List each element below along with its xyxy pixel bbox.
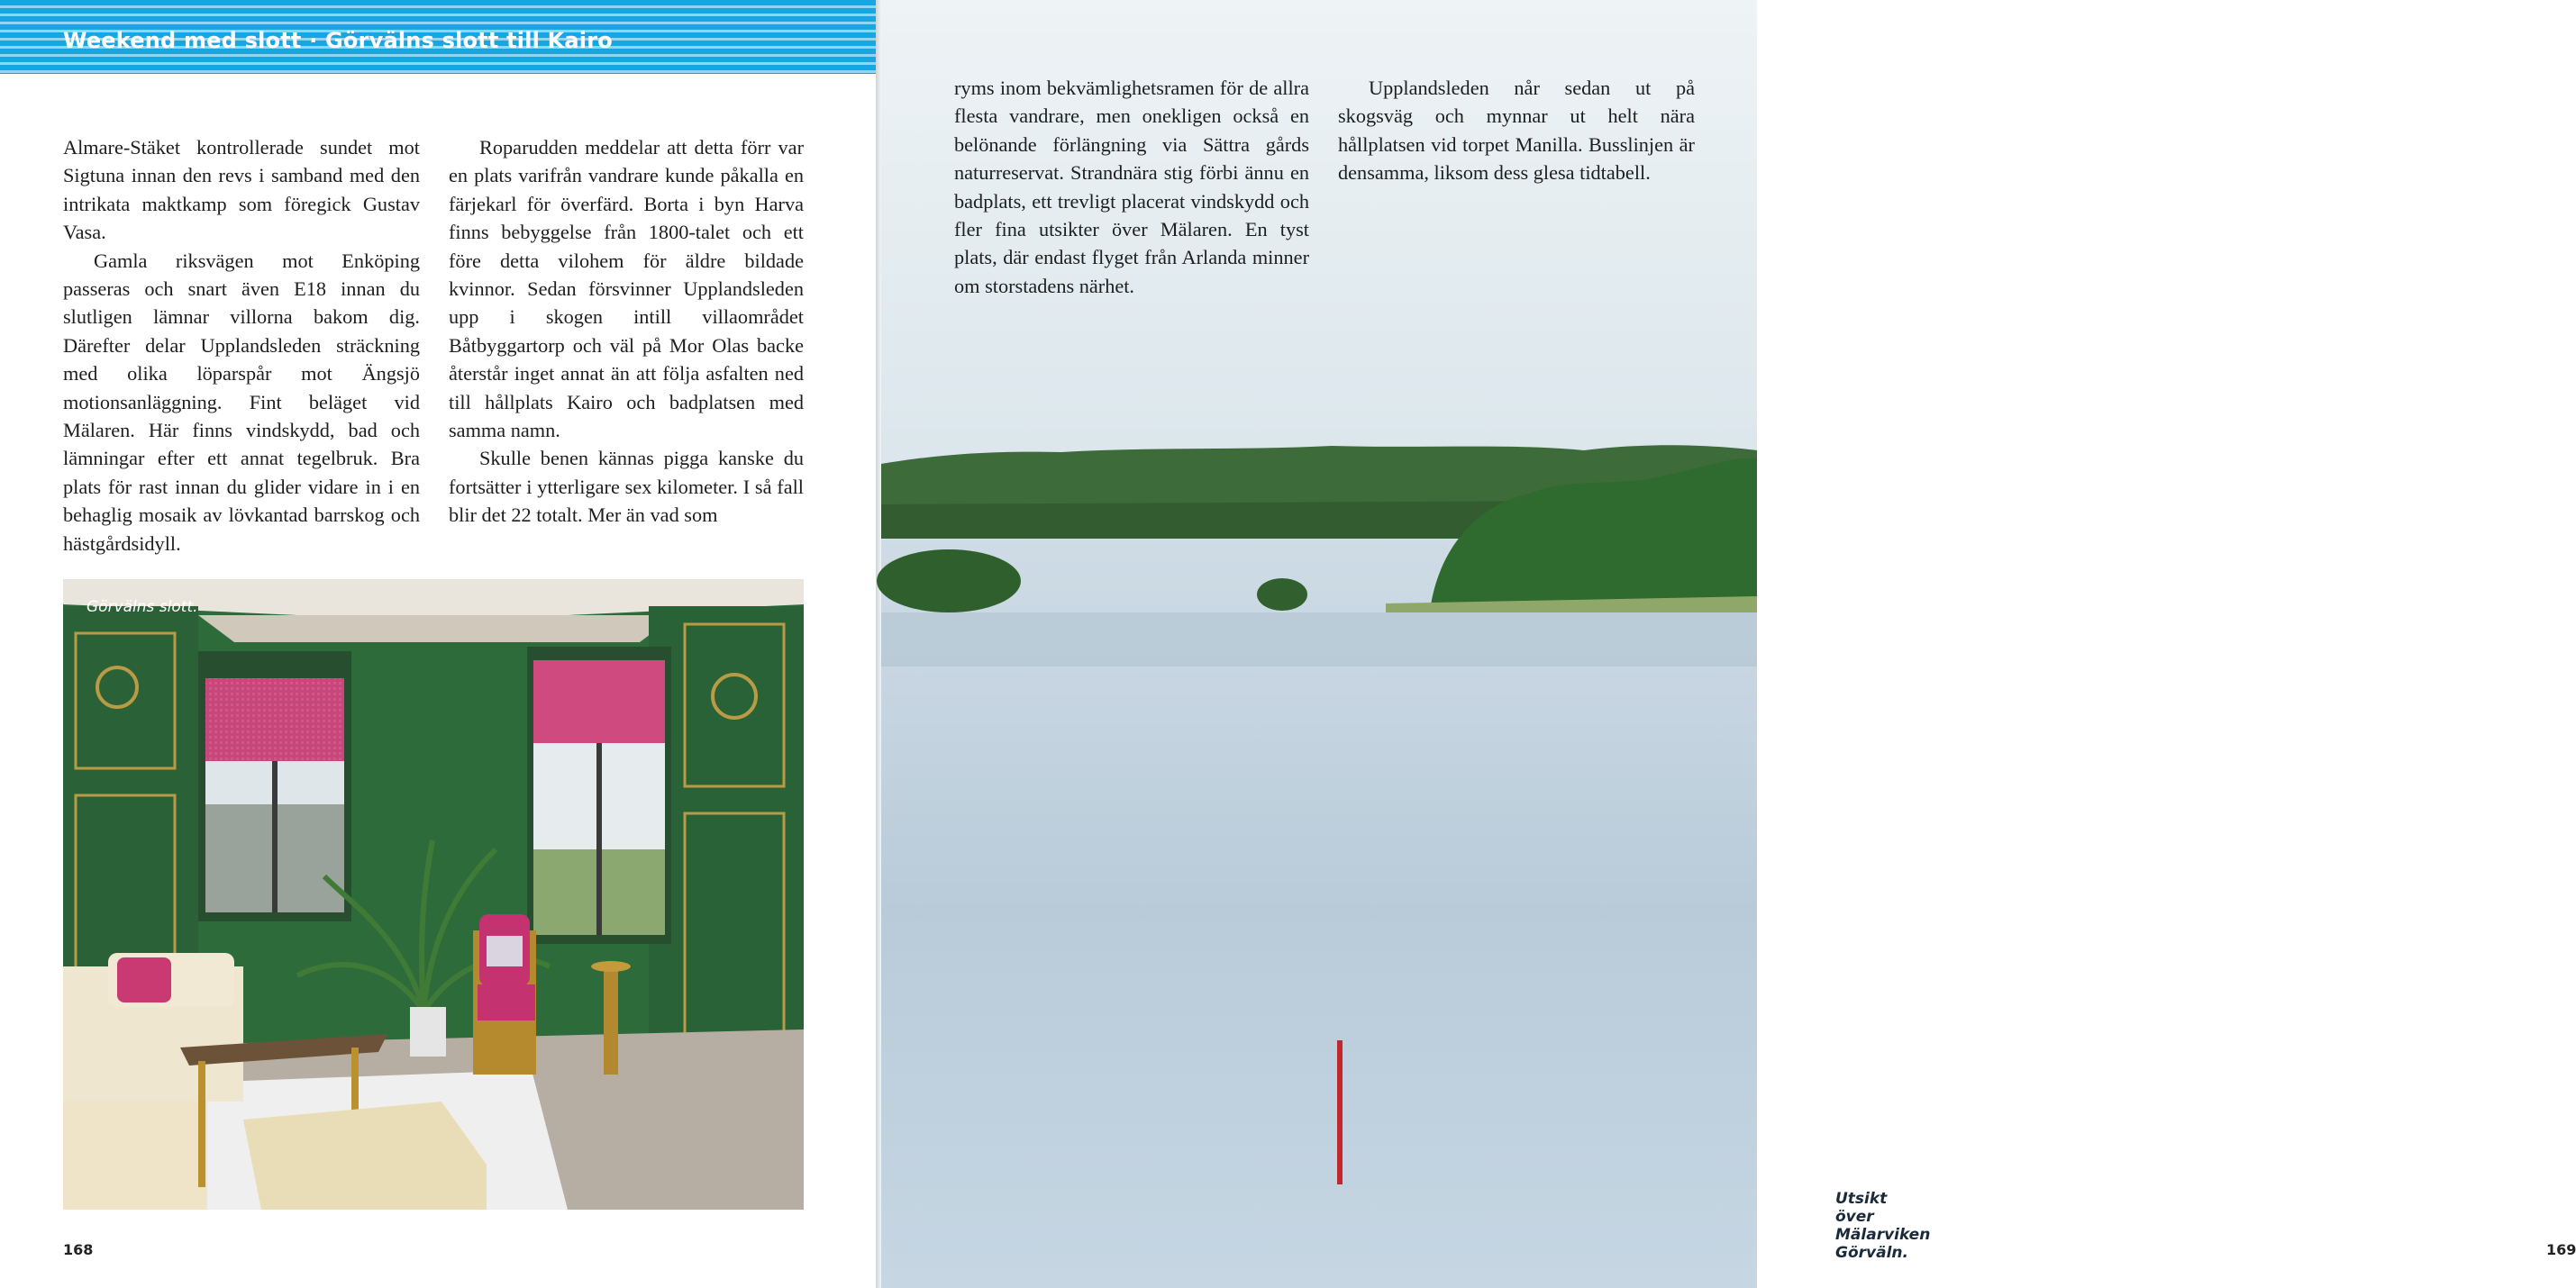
- photo-caption: Utsikt över Mälarviken Görväln.: [1835, 1190, 1931, 1262]
- interior-photo: [63, 579, 804, 1210]
- paragraph: ryms inom bekvämlighetsramen för de allra flesta vandrare, men onekligen också en belönande förlängning via Sättra gårds naturreservat. Strandnära stig förbi ännu en badplats, ett trevligt placerat vindskydd och fler fina utsikter över Mälaren. En tyst plats, där endast flyget från Arlanda minner om storstadens närhet.: [954, 77, 1309, 297]
- page-number: 169: [2546, 1241, 2576, 1258]
- paragraph: Gamla riksvägen mot Enköping passeras och snart även E18 innan du slutligen lämnar villorna bakom dig. Därefter delar Upplandsleden sträckning med olika löparspår mot Ängsjö motionsanläggning. Fint beläget vid Mälaren. Här finns vindskydd, bad och lämningar efter ett annat tegelbruk. Bra plats för rast innan du glider vidare in i en behaglig mosaik av lövkantad barrskog och hästgårdsidyll.: [63, 249, 420, 555]
- text-column-4: [1338, 74, 1695, 187]
- text-column-3: [954, 74, 1309, 300]
- paragraph: Roparudden meddelar att detta förr var en plats varifrån vandrare kunde påkalla en färjekarl för överfärd. Borta i byn Harva finns bebyggelse från 1800-talet och ett före detta vilohem för äldre bildade kvinnor. Sedan försvinner Upplandsleden upp i skogen intill villaområdet Båtbyggartorp och väl på Mor Olas backe återstår inget annat än att följa asfalten ned till hållplats Kairo och badplatsen med samma namn.: [449, 136, 804, 442]
- paragraph: Almare-Stäket kontrollerade sundet mot Sigtuna innan den revs i samband med den intrikata maktkamp som föregick Gustav Vasa.: [63, 136, 420, 244]
- page-number: 168: [63, 1241, 94, 1258]
- running-header: Weekend med slott · Görvälns slott till Kairo: [63, 28, 613, 53]
- paragraph: Upplandsleden når sedan ut på skogsväg och mynnar ut helt nära hållplatsen vid torpet Manilla. Busslinjen är densamma, liksom dess glesa tidtabell.: [1338, 77, 1695, 185]
- left-page: [0, 0, 878, 1288]
- text-column-1: [63, 133, 420, 558]
- text-column-2: [449, 133, 804, 530]
- photo-caption: Görvälns slott.: [86, 598, 198, 616]
- paragraph: Skulle benen kännas pigga kanske du fortsätter i ytterligare sex kilometer. I så fall blir det 22 totalt. Mer än vad som: [449, 447, 804, 527]
